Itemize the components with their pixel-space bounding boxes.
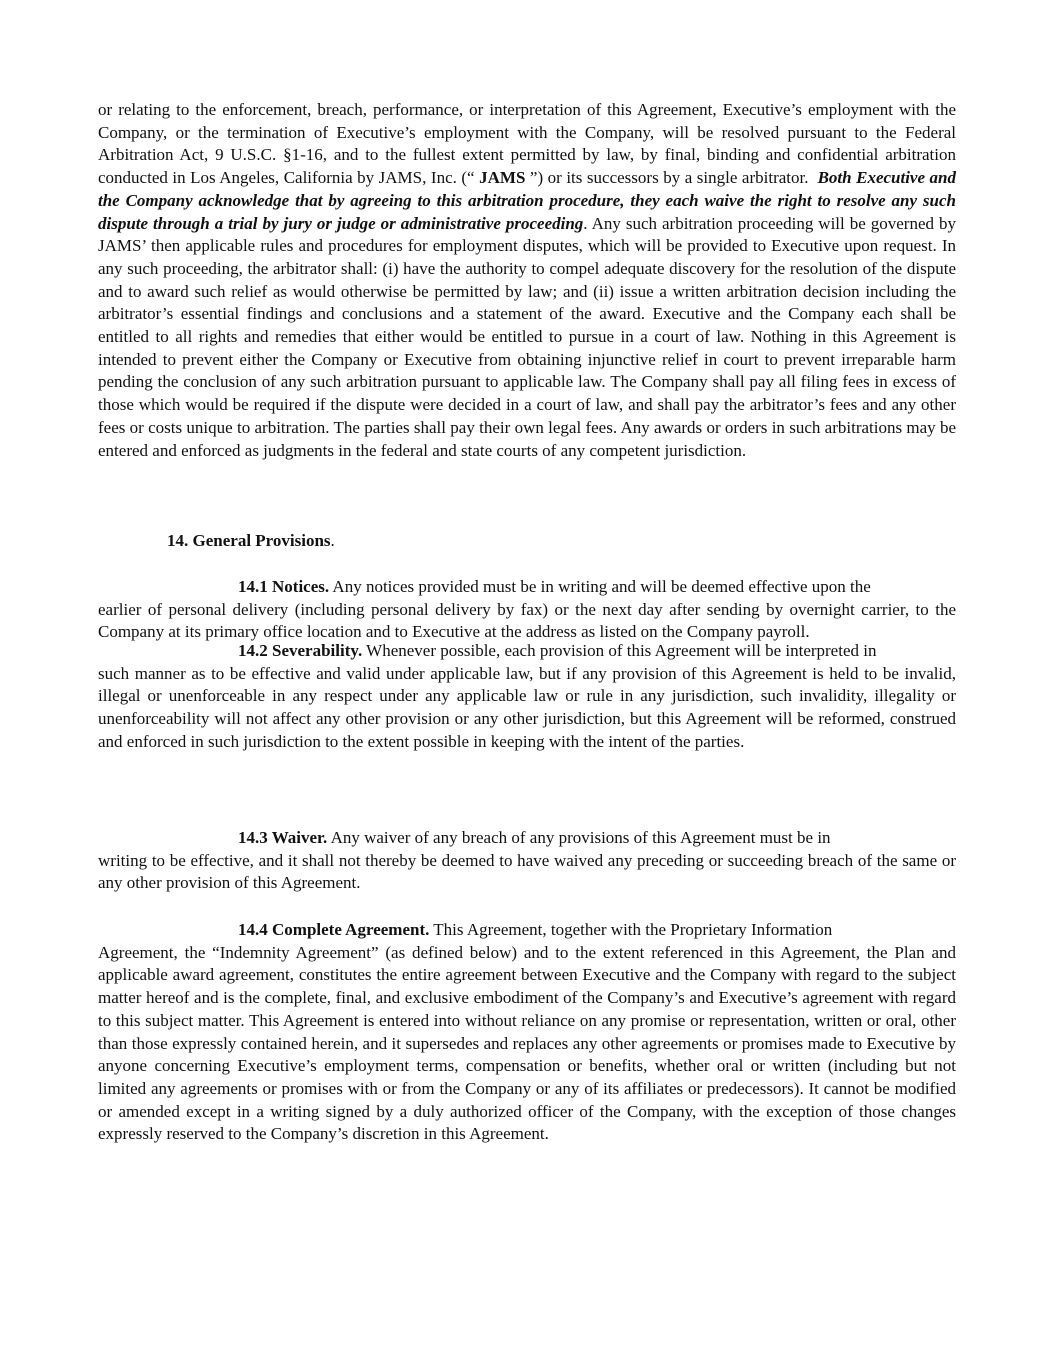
arbitration-paragraph: or relating to the enforcement, breach, performance, or interpretation of this Agreement, Executive’s employment with the Company, or the termination of Executive’s employment with the Company, will be resolved pursuant to the Federal Arbitration Act, 9 U.S.C. §1-16, and to the fullest extent permitted by law, by final, binding and confidential arbitration conducted in Los Angeles, California by JAMS, Inc. (“ JAMS ”) or its successors by a single arbitrator. Both Executive and the Company acknowledge that by agreeing to this arbitration procedure, they each waive the right to resolve any such dispute through a trial by jury or judge or administrative proceeding. Any such arbitration proceeding will be governed by JAMS’ then applicable rules and procedures for employment disputes, which will be provided to Executive upon request. In any such proceeding, the arbitrator shall: (i) have the authority to compel adequate discovery for the resolution of the dispute and to award such relief as would otherwise be permitted by law; and (ii) issue a written arbitration decision including the arbitrator’s essential findings and conclusions and a statement of the award. Executive and the Company each shall be entitled to all rights and remedies that either would be entitled to pursue in a court of law. Nothing in this Agreement is intended to prevent either the Company or Executive from obtaining injunctive relief in court to prevent irreparable harm pending the conclusion of any such arbitration pursuant to applicable law. The Company shall pay all filing fees in excess of those which would be required if the dispute were decided in a court of law, and shall pay the arbitrator’s fees and any other fees or costs unique to arbitration. The parties shall pay their own legal fees. Any awards or orders in such arbitrations may be entered and enforced as judgments in the federal and state courts of any competent jurisdiction.	[98, 100, 957, 460]
jams-term: JAMS	[474, 168, 530, 188]
jury-waiver-notice: Both Executive and the Company acknowledge that by agreeing to this arbitration procedure, they each waive the right to resolve any such dispute through a trial by jury or judge or administrative proceeding	[98, 168, 957, 233]
complete-agreement-title: 14.4 Complete Agreement.	[238, 920, 430, 939]
section-14-3-waiver: 14.3 Waiver. Any waiver of any breach of any provisions of this Agreement must be in writing to be effective, and it shall not thereby be deemed to have waived any preceding or succeeding breach of the same or any other provision of this Agreement.	[98, 828, 956, 893]
section-14-heading: 14. General Provisions.	[167, 531, 335, 550]
notices-title: 14.1 Notices.	[238, 577, 330, 596]
waiver-title: 14.3 Waiver.	[238, 828, 328, 847]
section-14-2-severability: 14.2 Severability. Whenever possible, each provision of this Agreement will be interpreted in such manner as to be effective and valid under applicable law, but if any provision of this Agreement is held to be invalid, illegal or unenforceable in any respect under any applicable law or rule in any jurisdiction, such invalidity, illegality or unenforceability will not affect any other provision or any other jurisdiction, but this Agreement will be reformed, construed and enforced in such jurisdiction to the extent possible in keeping with the intent of the parties.	[98, 641, 956, 751]
severability-title: 14.2 Severability.	[238, 641, 363, 660]
section-14-1-notices: 14.1 Notices. Any notices provided must be in writing and will be deemed effective upon the earlier of personal delivery (including personal delivery by fax) or the next day after sending by overnight carrier, to the Company at its primary office location and to Executive at the address as listed on the Company payroll.	[98, 577, 956, 642]
section-14-4-complete-agreement: 14.4 Complete Agreement. This Agreement, together with the Proprietary Information Agreement, the “Indemnity Agreement” (as defined below) and to the extent referenced in this Agreement, the Plan and applicable award agreement, constitutes the entire agreement between Executive and the Company with regard to the subject matter hereof and is the complete, final, and exclusive embodiment of the Company’s and Executive’s agreement with regard to this subject matter. This Agreement is entered into without reliance on any promise or representation, written or oral, other than those expressly contained herein, and it supersedes and replaces any other agreements or promises made to Executive by anyone concerning Executive’s employment terms, compensation or benefits, whether oral or written (including but not limited any agreements or promises with or from the Company or any of its affiliates or predecessors). It cannot be modified or amended except in a writing signed by a duly authorized officer of the Company, with the exception of those changes expressly reserved to the Company’s discretion in this Agreement.	[98, 920, 956, 1144]
